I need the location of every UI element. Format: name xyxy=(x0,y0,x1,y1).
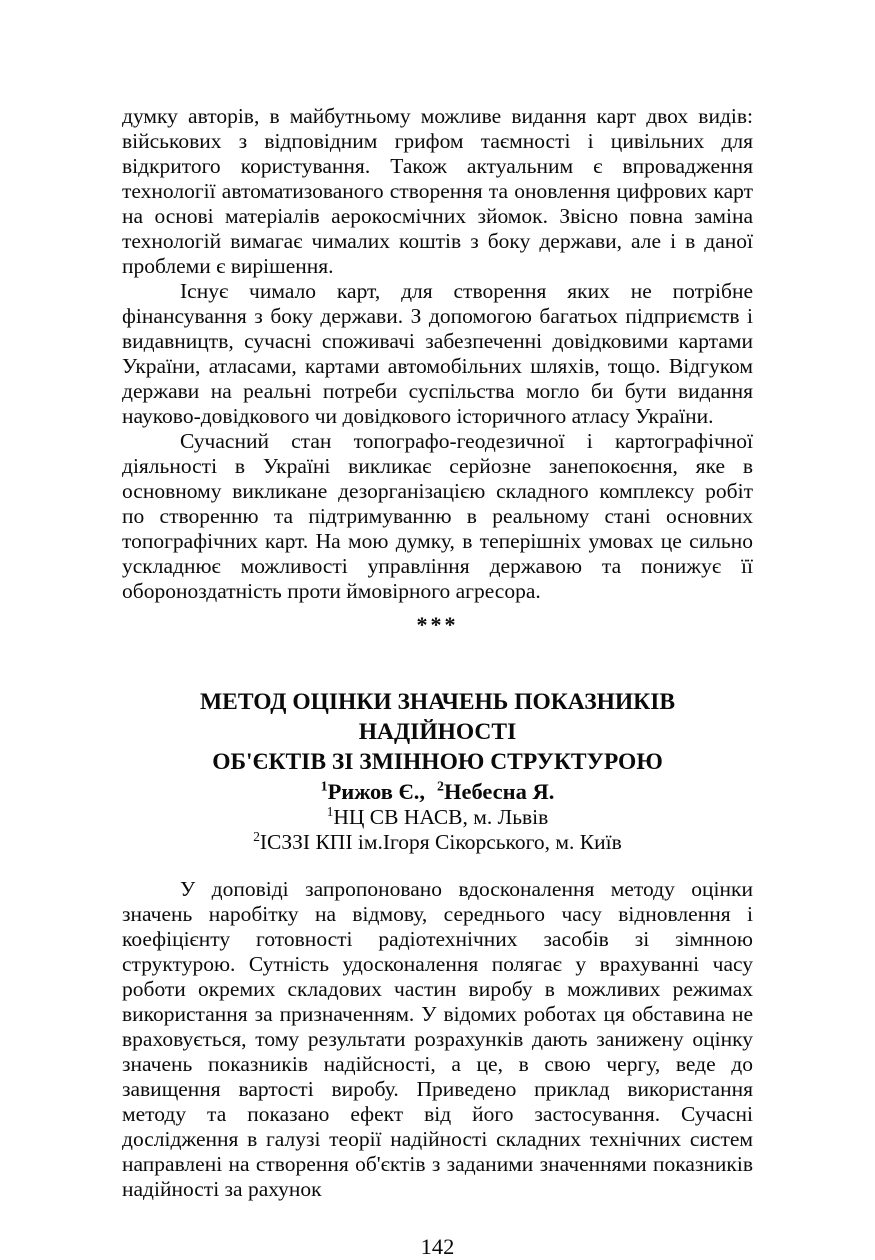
article-title xyxy=(122,687,753,777)
article-authors xyxy=(122,778,753,805)
affiliation-2-superscript: 2 xyxy=(253,828,260,844)
author-2-superscript: 2 xyxy=(437,779,444,795)
author-1 xyxy=(321,779,425,804)
paragraph-continuation: думку авторів, в майбутньому можливе видання карт двох видів: військових з відповідним грифом таємності і цивільних для відкритого користування. Також актуальним є впровадження технології автоматизованого створення та оновлення цифрових карт на основі матеріалів аерокосмічних зйомок. Звісно повна заміна технологій вимагає чималих коштів з боку держави, але і в даної проблеми є вирішення. xyxy=(122,104,753,278)
page-number: 142 xyxy=(420,1234,455,1259)
affiliation-2-text: ІСЗЗІ КПІ ім.Ігоря Сікорського, м. Київ xyxy=(259,830,622,854)
affiliation-1 xyxy=(122,805,753,830)
author-2 xyxy=(437,779,554,804)
author-2-name: Небесна Я. xyxy=(443,779,555,804)
article-title-line-1: МЕТОД ОЦІНКИ ЗНАЧЕНЬ ПОКАЗНИКІВ НАДІЙНОСТІ xyxy=(199,689,676,745)
abstract-paragraph: У доповіді запропоновано вдосконалення методу оцінки значень наробітку на відмову, середнього часу відновлення і коефіцієнту готовності радіотехнічних засобів зі зімнною структурою. Сутність удосконалення полягає у врахуванні часу роботи окремих складових частин виробу в можливих режимах використання за призначенням. У відомих роботах ця обставина не враховується, тому результати розрахунків дають занижену оцінку значень показників надійсності, а це, в свою чергу, веде до завищення вартості виробу. Приведено приклад використання методу та показано ефект від його застосування. Сучасні дослідження в галузі теорії надійності складних технічних систем направлені на створення об'єктів з заданими значеннями показників надійності за рахунок xyxy=(122,877,753,1201)
author-1-name: Рижов Є., xyxy=(327,779,426,804)
paragraph-current-state: Сучасний стан топографо-геодезичної і картографічної діяльності в Україні викликає серйозне занепокоєння, яке в основному викликане дезорганізацією складного комплексу робіт по створенню та підтримуванню в реальному стані основних топографічних карт. На мою думку, в теперішніх умовах це сильно ускладнює можливості управління державою та понижує її обороноздатність проти ймовірного агресора. xyxy=(122,429,753,603)
affiliation-1-text: НЦ СВ НАСВ, м. Львів xyxy=(333,805,549,829)
affiliation-1-superscript: 1 xyxy=(326,803,334,819)
paragraph-existing-maps: Існує чимало карт, для створення яких не потрібне фінансування з боку держави. З допомогою багатьох підприємств і видавництв, сучасні споживачі забезпеченні довідковими картами України, атласами, картами автомобільних шляхів, тощо. Відгуком держави на реальні потреби суспільства могло би бути видання науково-довідкового чи довідкового історичного атласу України. xyxy=(122,279,753,428)
article-title-line-2: ОБ'ЄКТІВ ЗІ ЗМІННОЮ СТРУКТУРОЮ xyxy=(212,749,663,775)
affiliation-2 xyxy=(122,830,753,855)
section-separator: *** xyxy=(416,612,459,637)
author-1-superscript: 1 xyxy=(320,779,328,795)
